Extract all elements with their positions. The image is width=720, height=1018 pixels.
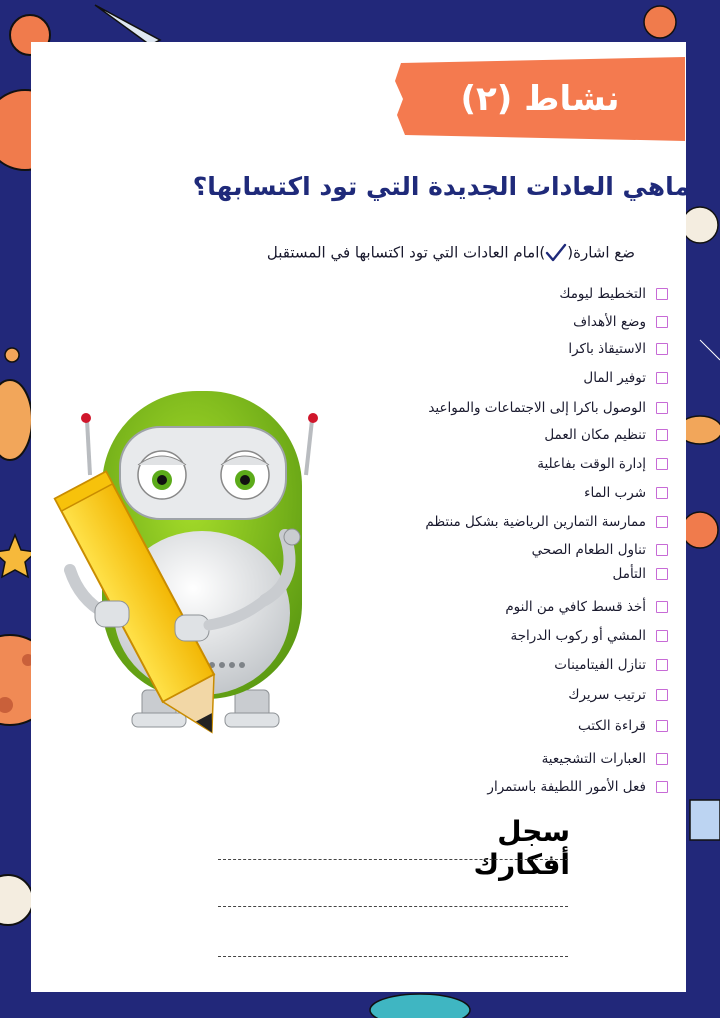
habit-item[interactable] <box>544 427 668 443</box>
habit-label: الاستيقاذ باكرا <box>568 341 646 357</box>
checkbox[interactable] <box>656 288 668 300</box>
habit-item[interactable] <box>505 599 668 615</box>
habit-label: ترتيب سريرك <box>568 687 646 703</box>
habit-item[interactable] <box>425 514 668 530</box>
habit-label: ممارسة التمارين الرياضية بشكل منتظم <box>425 514 646 530</box>
checkbox[interactable] <box>656 487 668 499</box>
habit-item[interactable] <box>537 456 668 472</box>
habit-label: شرب الماء <box>584 485 646 501</box>
habit-label: توفير المال <box>583 370 646 386</box>
habit-label: الوصول باكرا إلى الاجتماعات والمواعيد <box>428 400 646 416</box>
habit-label: تناول الطعام الصحي <box>531 542 646 558</box>
habit-label: المشي أو ركوب الدراجة <box>510 628 646 644</box>
activity-title: نشاط (٢) <box>460 79 620 119</box>
habit-label: فعل الأمور اللطيفة باستمرار <box>487 779 646 795</box>
checkbox[interactable] <box>656 720 668 732</box>
checkbox[interactable] <box>656 516 668 528</box>
checkbox[interactable] <box>656 402 668 414</box>
checkbox[interactable] <box>656 458 668 470</box>
checkbox[interactable] <box>656 689 668 701</box>
habit-item[interactable] <box>573 314 668 330</box>
habit-item[interactable] <box>568 341 668 357</box>
habit-item[interactable] <box>542 751 668 767</box>
instruction-text <box>135 243 635 263</box>
note-line[interactable] <box>218 859 568 860</box>
habit-label: تنازل الفيتامينات <box>554 657 646 673</box>
instruction-before: ضع اشارة( <box>567 243 635 262</box>
habit-item[interactable] <box>428 400 668 416</box>
checkbox[interactable] <box>656 544 668 556</box>
notes-title: سجل أفكارك <box>473 815 570 881</box>
habit-item[interactable] <box>612 566 668 582</box>
habit-item[interactable] <box>578 718 668 734</box>
checkbox[interactable] <box>656 659 668 671</box>
note-line[interactable] <box>218 906 568 907</box>
habit-label: وضع الأهداف <box>573 314 646 330</box>
checkbox[interactable] <box>656 372 668 384</box>
habit-label: أخذ قسط كافي من النوم <box>505 599 646 615</box>
checkbox[interactable] <box>656 429 668 441</box>
habit-item[interactable] <box>487 779 668 795</box>
habit-label: تنظيم مكان العمل <box>544 427 646 443</box>
checkbox[interactable] <box>656 781 668 793</box>
habit-item[interactable] <box>559 286 668 302</box>
checkbox[interactable] <box>656 568 668 580</box>
habit-item[interactable] <box>584 485 668 501</box>
question-heading: ماهي العادات الجديدة التي تود اكتسابها؟ <box>192 172 690 201</box>
habit-label: التأمل <box>612 566 646 582</box>
habit-label: إدارة الوقت بفاعلية <box>537 456 646 472</box>
checkbox[interactable] <box>656 753 668 765</box>
habit-item[interactable] <box>554 657 668 673</box>
checkbox[interactable] <box>656 601 668 613</box>
habit-item[interactable] <box>532 542 668 558</box>
habit-label: قراءة الكتب <box>577 718 646 734</box>
checkmark-icon <box>545 243 567 263</box>
habit-label: التخطيط ليومك <box>559 286 646 302</box>
habit-item[interactable] <box>583 370 668 386</box>
note-line[interactable] <box>218 956 568 957</box>
habit-item[interactable] <box>568 687 668 703</box>
habit-item[interactable] <box>510 628 668 644</box>
checkbox[interactable] <box>656 316 668 328</box>
checkbox[interactable] <box>656 343 668 355</box>
robot-with-pencil-illustration <box>40 385 320 735</box>
checkbox[interactable] <box>656 630 668 642</box>
instruction-after: )امام العادات التي تود اكتسابها في المستقبل <box>266 243 546 262</box>
habit-label: العبارات التشجيعية <box>541 751 646 767</box>
